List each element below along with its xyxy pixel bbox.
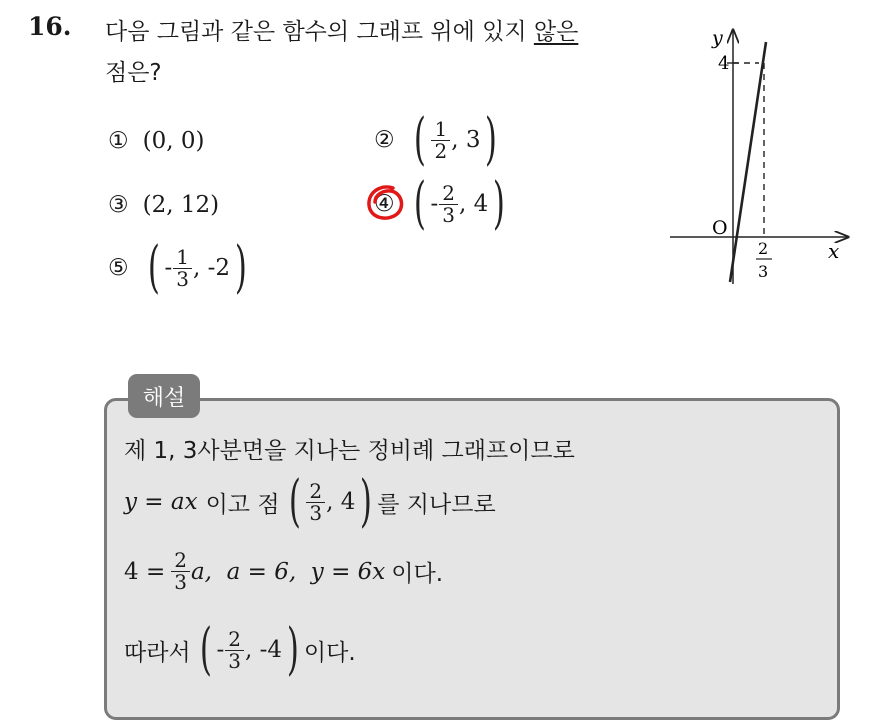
fraction xyxy=(439,180,458,227)
choice-value: , 3 xyxy=(451,127,481,153)
fraction-numerator: 2 xyxy=(225,629,244,651)
function-graph xyxy=(660,22,860,292)
question-number: 16. xyxy=(28,12,72,41)
left-paren: ( xyxy=(413,107,426,172)
solution-text: 제 1, 3사분면을 지나는 정비례 그래프이므로 xyxy=(124,438,575,464)
fraction-numerator: 1 xyxy=(431,119,450,141)
fraction-denominator: 3 xyxy=(228,648,242,673)
choice-3[interactable] xyxy=(108,192,219,218)
solution-text: 를 지나므로 xyxy=(377,491,496,518)
choice-value: (0, 0) xyxy=(142,128,205,154)
solution-text: 이다. xyxy=(303,639,356,666)
fraction-numerator: 2 xyxy=(439,183,458,205)
solution-text: 이다. xyxy=(391,561,444,587)
fraction xyxy=(431,116,450,163)
fraction-numerator: 1 xyxy=(173,247,192,269)
question-text xyxy=(105,12,578,94)
choice-number-glyph: ④ xyxy=(374,191,395,217)
question-emphasis: 않은 xyxy=(533,19,579,45)
fraction-numerator: 2 xyxy=(171,550,190,572)
equation: a, a = 6, y = 6x xyxy=(190,558,386,585)
fraction xyxy=(171,550,190,593)
left-paren: ( xyxy=(413,171,426,236)
choice-5[interactable] xyxy=(108,235,252,300)
solution-line-3 xyxy=(124,550,443,593)
choice-value: , 4 xyxy=(459,191,489,217)
choice-value: (2, 12) xyxy=(142,192,220,218)
choice-2[interactable] xyxy=(374,107,502,172)
minus-sign: - xyxy=(164,255,173,281)
left-paren: ( xyxy=(199,617,212,682)
coordinate: , 4 xyxy=(326,489,356,515)
fraction-denominator: 3 xyxy=(309,500,323,525)
minus-sign: - xyxy=(430,191,439,217)
question-line2: 점은? xyxy=(105,60,162,86)
fraction-numerator: 2 xyxy=(306,481,325,503)
x-tick-denominator: 3 xyxy=(758,262,769,281)
right-paren: ) xyxy=(234,235,247,300)
choice-number xyxy=(374,191,395,217)
fraction xyxy=(225,626,244,673)
y-tick-label: 4 xyxy=(718,53,730,74)
fraction xyxy=(173,244,192,291)
solution-text: 따라서 xyxy=(124,639,191,666)
left-paren: ( xyxy=(288,469,301,534)
answer-circle-mark xyxy=(363,182,407,226)
fraction-denominator: 2 xyxy=(434,138,448,163)
left-paren: ( xyxy=(147,235,160,300)
minus-sign: - xyxy=(216,637,225,663)
equation: 4 = xyxy=(124,558,166,585)
choice-4[interactable] xyxy=(374,171,510,236)
right-paren: ) xyxy=(485,107,498,172)
solution-line-4 xyxy=(124,617,356,682)
solution-tab: 해설 xyxy=(128,374,200,418)
solution-text: 이고 점 xyxy=(205,491,280,518)
solution-line-2 xyxy=(124,469,496,534)
solution-line-1 xyxy=(124,432,575,465)
x-axis-label: x xyxy=(828,239,840,263)
choice-value: , -2 xyxy=(193,255,231,281)
right-paren: ) xyxy=(493,171,506,236)
fraction xyxy=(306,478,325,525)
fraction-denominator: 3 xyxy=(442,202,455,227)
fraction-denominator: 3 xyxy=(174,570,187,594)
choice-1[interactable] xyxy=(108,128,204,154)
origin-label: O xyxy=(712,217,728,239)
choice-number: ① xyxy=(108,128,129,154)
right-paren: ) xyxy=(286,617,300,682)
right-paren: ) xyxy=(360,469,373,534)
fraction-denominator: 3 xyxy=(176,266,189,291)
y-axis-label: y xyxy=(712,27,723,49)
choice-number: ③ xyxy=(108,192,129,218)
choice-number: ② xyxy=(374,127,395,153)
equation: y = ax xyxy=(124,489,198,515)
x-tick-numerator: 2 xyxy=(758,239,769,258)
question-line1: 다음 그림과 같은 함수의 그래프 위에 있지 xyxy=(105,19,534,45)
coordinate: , -4 xyxy=(245,637,283,663)
choice-number: ⑤ xyxy=(108,255,129,281)
